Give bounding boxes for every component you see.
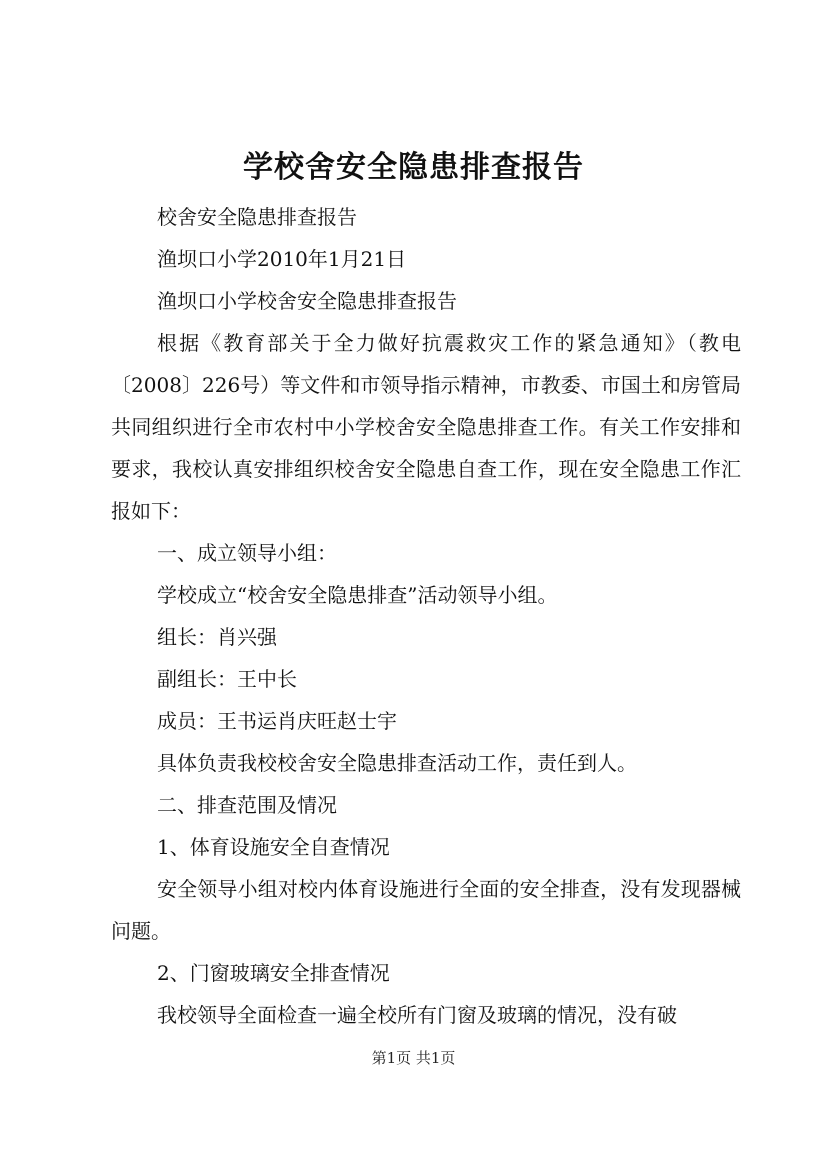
- document-body: [111, 196, 741, 1036]
- subsection-heading-windows: 2、门窗玻璃安全排查情况: [157, 961, 390, 985]
- paragraph-leadership-group: 学校成立“校舍安全隐患排查”活动领导小组。: [157, 583, 558, 607]
- section-heading-scope: 二、排查范围及情况: [157, 793, 337, 817]
- paragraph-date-line: 渔坝口小学2010年1月21日: [157, 247, 407, 271]
- section-heading-leadership: 一、成立领导小组：: [157, 541, 337, 565]
- paragraph-sports-facilities: 安全领导小组对校内体育设施进行全面的安全排查，没有发现器械问题。: [111, 877, 741, 943]
- subsection-heading-sports: 1、体育设施安全自查情况: [157, 835, 390, 859]
- paragraph-subtitle: 校舍安全隐患排查报告: [157, 205, 357, 229]
- paragraph-deputy-leader: 副组长：王中长: [157, 667, 297, 691]
- paragraph-group-leader: 组长：肖兴强: [157, 625, 277, 649]
- page-title: 学校舍安全隐患排查报告: [243, 150, 584, 185]
- paragraph-members: 成员：王书运肖庆旺赵士宇: [157, 709, 397, 733]
- paragraph-report-heading: 渔坝口小学校舍安全隐患排查报告: [157, 289, 457, 313]
- paragraph-responsibility: 具体负责我校校舍安全隐患排查活动工作，责任到人。: [157, 751, 637, 775]
- paragraph-introduction: 根据《教育部关于全力做好抗震救灾工作的紧急通知》（教电〔2008〕226号）等文件和市领导指示精神，市教委、市国土和房管局共同组织进行全市农村中小学校舍安全隐患排查工作。有关工作安排和要求，我校认真安排组织校舍安全隐患自查工作，现在安全隐患工作汇报如下：: [111, 331, 741, 523]
- paragraph-windows-glass: 我校领导全面检查一遍全校所有门窗及玻璃的情况，没有破: [157, 1003, 677, 1027]
- page-number-footer: 第1页 共1页: [371, 1049, 456, 1067]
